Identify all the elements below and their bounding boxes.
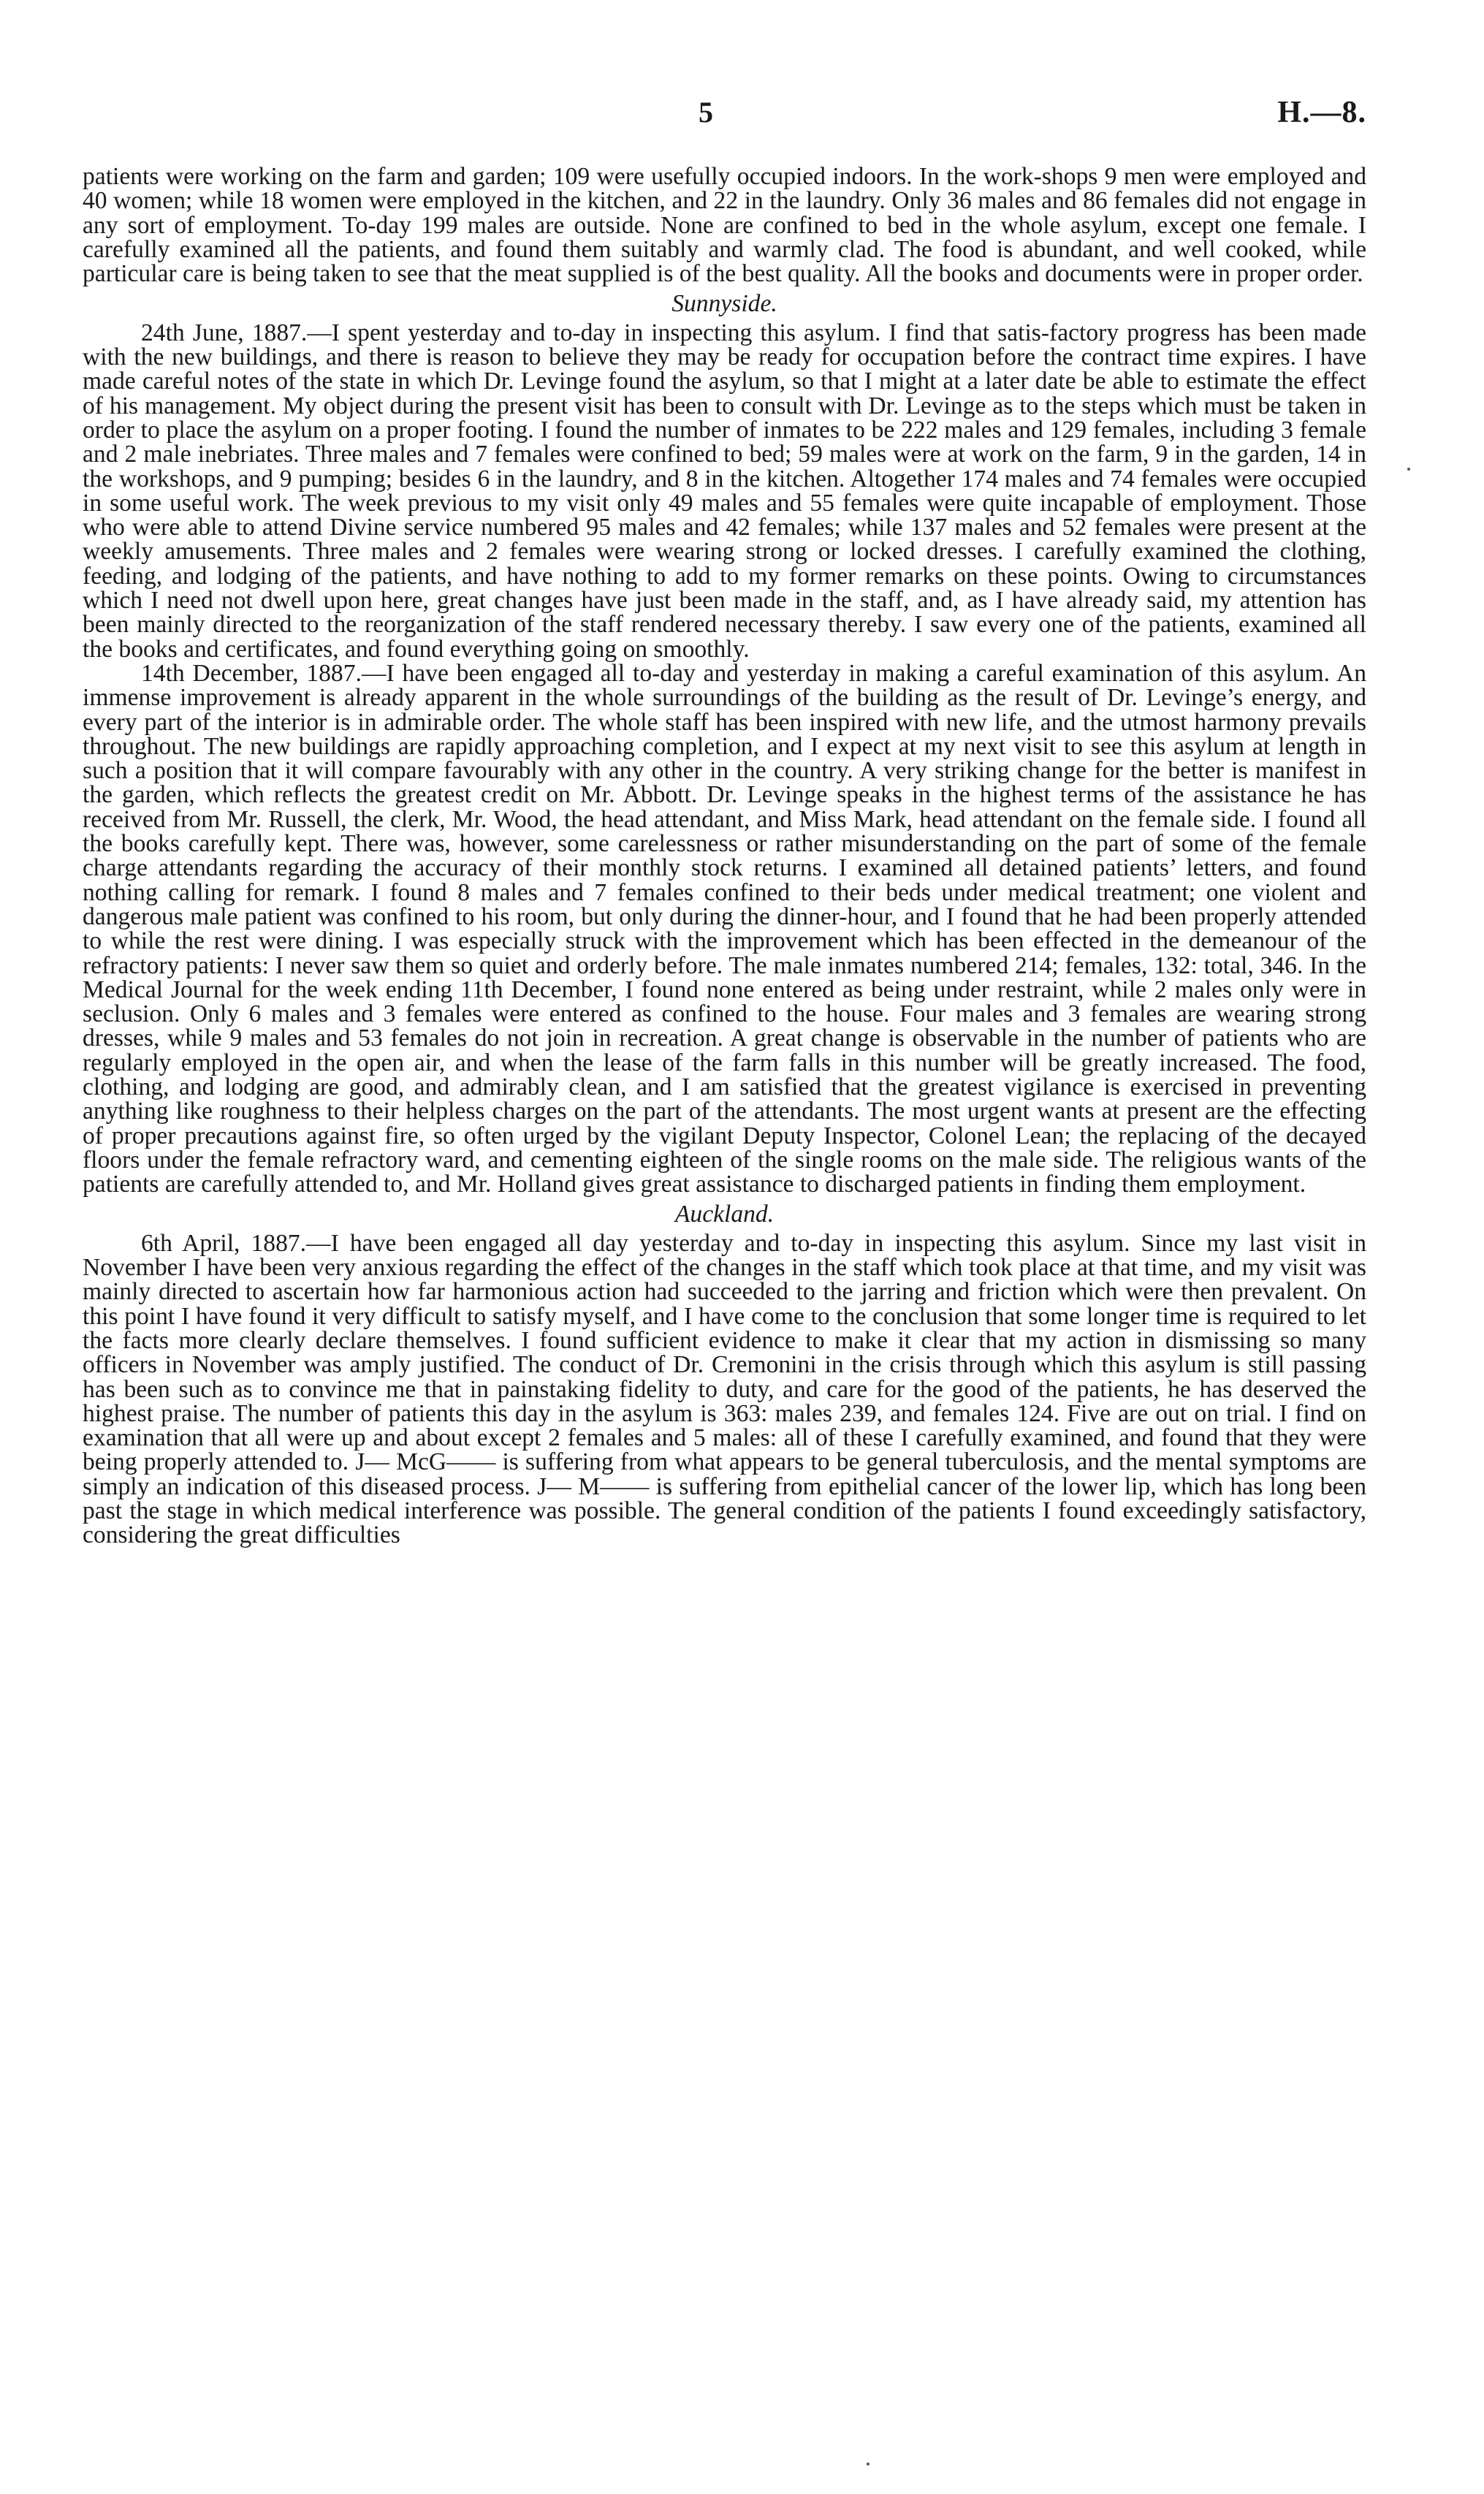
section-heading-auckland: Auckland. — [674, 1201, 775, 1228]
scan-speck — [867, 2463, 870, 2466]
continuation-paragraph: patients were working on the farm and garden; 109 were usefully occupied indoors. In the work-shops 9 men were employed and 40 women; while 18 women were employed in the kitchen, and 22 in the laundry. Only 36 males and 86 females did not engage in any sort of employment. To-day 199 males are outside. None are confined to bed in the whole asylum, except one female. I carefully examined all the patients, and found them suitably and warmly clad. The food is abundant, and well cooked, while particular care is being taken to see that the meat supplied is of the best quality. All the books and documents were in proper order. — [83, 163, 1366, 288]
report-body — [83, 164, 1366, 1548]
section-heading-sunnyside: Sunnyside. — [671, 290, 777, 318]
scan-speck — [1407, 468, 1410, 471]
auckland-april-entry: 6th April, 1887.—I have been engaged all day yesterday and to-day in inspecting this asylum. Since my last visit in November I have been very anxious regarding the effect of the changes in the staff which took place at that time, and my visit was mainly directed to ascertain how far harmonious action had succeeded to the jarring and friction which were then prevalent. On this point I have found it very difficult to satisfy myself, and I have come to the conclusion that some longer time is required to let the facts more clearly declare themselves. I found sufficient evidence to make it clear that my action in dismissing so many officers in November was amply justified. The conduct of Dr. Cremonini in the crisis through which this asylum is still passing has been such as to convince me that in painstaking fidelity to duty, and care for the good of the patients, he has deserved the highest praise. The number of patients this day in the asylum is 363: males 239, and females 124. Five are out on trial. I find on examination that all were up and about except 2 females and 5 males: all of these I carefully examined, and found that they were being properly attended to. J— McG—— is suffering from what appears to be general tuberculosis, and the mental symptoms are simply an indication of this diseased process. J— M—— is suffering from epithelial cancer of the lower lip, which has long been past the stage in which medical interference was possible. The general condition of the patients I found exceedingly satisfactory, considering the great difficulties — [83, 1229, 1366, 1549]
page-number: 5 — [699, 96, 713, 129]
sunnyside-june-entry: 24th June, 1887.—I spent yesterday and to-day in inspecting this asylum. I find that satis-factory progress has been made with the new buildings, and there is reason to believe they may be ready for occupation before the contract time expires. I have made careful notes of the state in which Dr. Levinge found the asylum, so that I might at a later date be able to estimate the effect of his management. My object during the present visit has been to consult with Dr. Levinge as to the steps which must be taken in order to place the asylum on a proper footing. I found the number of inmates to be 222 males and 129 females, including 3 female and 2 male inebriates. Three males and 7 females were confined to bed; 59 males were at work on the farm, 9 in the garden, 14 in the workshops, and 9 pumping; besides 6 in the laundry, and 8 in the kitchen. Altogether 174 males and 74 females were occupied in some useful work. The week previous to my visit only 49 males and 55 females were quite incapable of employment. Those who were able to attend Divine service numbered 95 males and 42 females; while 137 males and 52 females were present at the weekly amusements. Three males and 2 females were wearing strong or locked dresses. I carefully examined the clothing, feeding, and lodging of the patients, and have nothing to add to my former remarks on these points. Owing to circumstances which I need not dwell upon here, great changes have just been made in the staff, and, as I have already said, my attention has been mainly directed to the reorganization of the staff rendered necessary thereby. I saw every one of the patients, examined all the books and certificates, and found everything going on smoothly. — [83, 319, 1366, 663]
document-reference: H.—8. — [1277, 96, 1366, 129]
sunnyside-december-entry: 14th December, 1887.—I have been engaged all to-day and yesterday in making a careful examination of this asylum. An immense improvement is already apparent in the whole surroundings of the building as the result of Dr. Levinge’s energy, and every part of the interior is in admirable order. The whole staff has been inspired with new life, and the utmost harmony prevails throughout. The new buildings are rapidly approaching completion, and I expect at my next visit to see this asylum at length in such a position that it will compare favourably with any other in the country. A very striking change for the better is manifest in the garden, which reflects the greatest credit on Mr. Abbott. Dr. Levinge speaks in the highest terms of the assistance he has received from Mr. Russell, the clerk, Mr. Wood, the head attendant, and Miss Mark, head attendant on the female side. I found all the books carefully kept. There was, however, some carelessness or rather misunderstanding on the part of some of the female charge attendants regarding the accuracy of their monthly stock returns. I examined all detained patients’ letters, and found nothing calling for remark. I found 8 males and 7 females confined to their beds under medical treatment; one violent and dangerous male patient was confined to his room, but only during the dinner-hour, and I found that he had been properly attended to while the rest were dining. I was especially struck with the improvement which has been effected in the demeanour of the refractory patients: I never saw them so quiet and orderly before. The male inmates numbered 214; females, 132: total, 346. In the Medical Journal for the week ending 11th December, I found none entered as being under restraint, while 2 males only were in seclusion. Only 6 males and 3 females were entered as confined to the house. Four males and 3 females are wearing strong dresses, while 9 males and 53 females do not join in recreation. A great change is observable in the number of patients who are regularly employed in the open air, and when the lease of the farm falls in this number will be greatly increased. The food, clothing, and lodging are good, and admirably clean, and I am satisfied that the greatest vigilance is exercised in preventing anything like roughness to their helpless charges on the part of the attendants. The most urgent wants at present are the effecting of proper precautions against fire, so often urged by the vigilant Deputy Inspector, Colonel Lean; the replacing of the decayed floors under the female refractory ward, and cementing eighteen of the single rooms on the male side. The religious wants of the patients are carefully attended to, and Mr. Holland gives great assistance to discharged patients in finding them employment. — [83, 659, 1366, 1198]
page-header — [83, 95, 1366, 139]
document-page — [83, 88, 1366, 2426]
